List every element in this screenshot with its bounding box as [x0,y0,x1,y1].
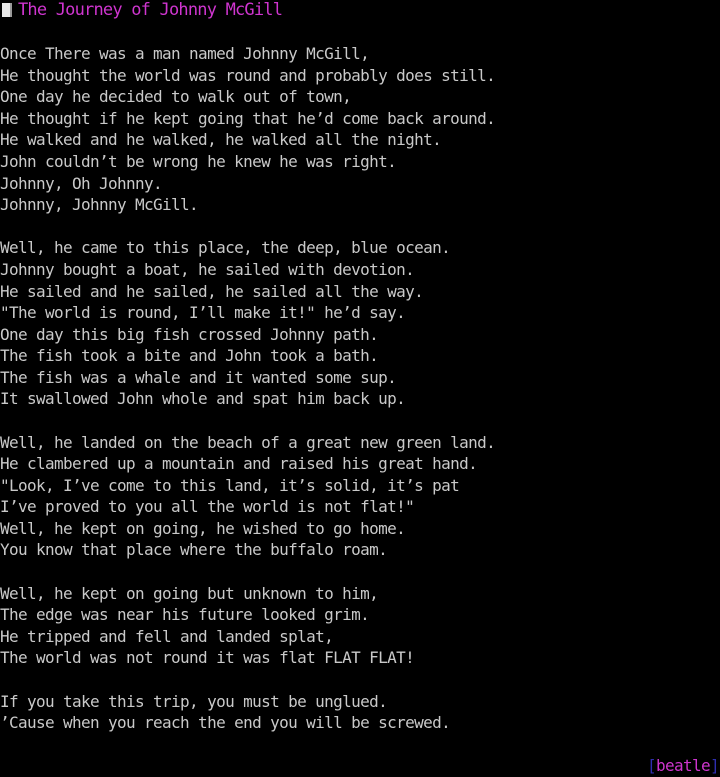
lyric-line: He tripped and fell and landed splat, [0,626,334,646]
lyric-line: Well, he came to this place, the deep, blue ocean. [0,238,451,258]
lyric-line: One day this big fish crossed Johnny path. [0,324,379,344]
lyric-line: Johnny, Johnny McGill. [0,195,199,215]
status-left-bracket: [ [646,756,656,776]
lyric-line: Well, he kept on going but unknown to him, [0,583,379,603]
lyric-line: Johnny, Oh Johnny. [0,173,163,193]
lyric-line: I’ve proved to you all the world is not flat!" [0,497,415,517]
lyric-line: ’Cause when you reach the end you will be screwed. [0,713,451,733]
lyric-line: "The world is round, I’ll make it!" he’d say. [0,303,406,323]
page-title: The Journey of Johnny McGill [18,0,283,20]
lyric-line: He thought if he kept going that he’d come back around. [0,108,496,128]
lyric-line: One day he decided to walk out of town, [0,87,352,107]
lyric-line: If you take this trip, you must be unglued. [0,691,388,711]
lyric-line: He sailed and he sailed, he sailed all the way. [0,281,424,301]
block-icon [2,3,12,17]
title-bar [0,0,720,22]
lyric-line: It swallowed John whole and spat him back up. [0,389,406,409]
lyric-line [0,669,720,691]
lyric-line: The world was not round it was flat FLAT FLAT! [0,648,415,668]
lyric-line: Johnny bought a boat, he sailed with devotion. [0,259,415,279]
status-right-bracket: ] [709,756,719,776]
lyric-line: The fish took a bite and John took a bath. [0,346,379,366]
lyric-line [0,216,720,238]
lyric-line: Once There was a man named Johnny McGill, [0,44,370,64]
lyric-line: The edge was near his future looked grim. [0,605,370,625]
lyric-line: He walked and he walked, he walked all the night. [0,130,442,150]
lyric-line: Well, he landed on the beach of a great new green land. [0,432,496,452]
status-bar [647,755,719,777]
lyric-line: Well, he kept on going, he wished to go home. [0,518,406,538]
status-hostname: beatle [655,756,710,776]
lyric-line: He thought the world was round and probably does still. [0,65,496,85]
lyric-line [0,561,720,583]
lyric-line: The fish was a whale and it wanted some sup. [0,367,397,387]
lyrics [0,43,720,734]
lyric-line [0,410,720,432]
lyric-line: You know that place where the buffalo roam. [0,540,388,560]
lyric-line: John couldn’t be wrong he knew he was right. [0,152,397,172]
lyric-line: He clambered up a mountain and raised his great hand. [0,454,478,474]
lyric-line: "Look, I’ve come to this land, it’s solid, it’s pat [0,475,460,495]
